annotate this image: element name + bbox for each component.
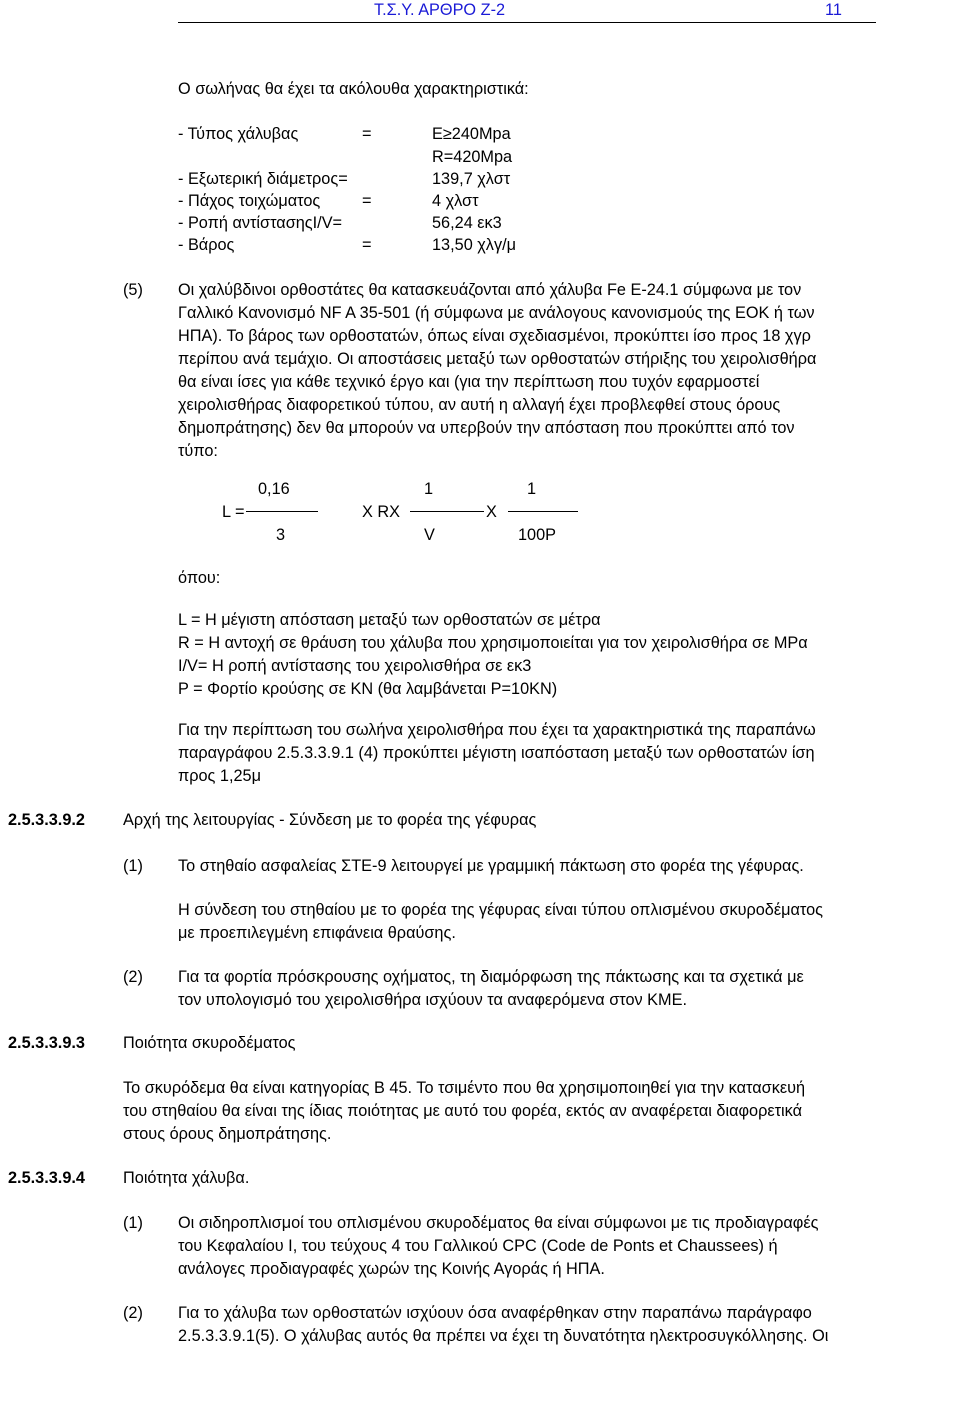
formula-lhs: L = [222,503,245,521]
spec-value: 4 χλστ [432,192,479,210]
result-line: Για την περίπτωση του σωλήνα χειρολισθήρα που έχει τα χαρακτηριστικά της παραπάνω [178,721,816,739]
section-title: Αρχή της λειτουργίας - Σύνδεση με το φορέα της γέφυρας [123,811,537,829]
sec4-item1-line: ανάλογες προδιαγραφές χωρών της Κοινής Αγοράς ή ΗΠΑ. [178,1260,605,1278]
sec2-item1b-line: με προεπιλεγμένη επιφάνεια θραύσης. [178,924,456,942]
result-line: προς 1,25μ [178,767,261,785]
header-rule [178,22,876,23]
spec-label: - Ροπή αντίστασηςI/V= [178,214,343,232]
sec2-item2-marker: (2) [123,968,143,986]
sec3-body-line: Το σκυρόδεμα θα είναι κατηγορίας Β 45. Το τσιμέντο που θα χρησιμοποιηθεί για την κατασκευή [123,1079,806,1097]
sec3-body-line: του στηθαίου θα είναι της ίδιας ποιότητας με αυτό του φορέα, εκτός αν αναφέρεται διαφορετικά [123,1102,803,1120]
spec-label: - Πάχος τοιχώματος [178,192,321,210]
formula-denominator: V [424,526,435,544]
fraction-bar [508,511,578,512]
section-title: Ποιότητα χάλυβα. [123,1169,250,1187]
sec4-item1-line: Οι σιδηροπλισμοί του οπλισμένου σκυροδέματος θα είναι σύμφωνοι με τις προδιαγραφές [178,1214,819,1232]
item5-line: θα είναι ίσες για κάθε τεχνικό έργο και (για την περίπτωση που τυχόν εφαρμοστεί [178,373,760,391]
formula-denominator: 100P [518,526,557,544]
sec2-item1-marker: (1) [123,857,143,875]
definition-item: I/V= Η ροπή αντίστασης του χειρολισθήρα σε εκ3 [178,657,532,675]
definition-item: R = Η αντοχή σε θράυση του χάλυβα που χρησιμοποιείται για τον χειρολισθήρα σε MPα [178,634,808,652]
spec-label: - Βάρος [178,236,235,254]
spec-value: 139,7 χλστ [432,170,511,188]
sec2-item1b-line: Η σύνδεση του στηθαίου με το φορέα της γέφυρας είναι τύπου οπλισμένου σκυροδέματος [178,901,824,919]
section-number: 2.5.3.3.9.2 [8,811,85,829]
section-number: 2.5.3.3.9.4 [8,1169,85,1187]
sec4-item2-marker: (2) [123,1304,143,1322]
intro-text: Ο σωλήνας θα έχει τα ακόλουθα χαρακτηριστικά: [178,80,529,98]
spec-label: - Τύπος χάλυβας [178,125,299,143]
sec4-item2-line: 2.5.3.3.9.1(5). Ο χάλυβας αυτός θα πρέπει να έχει τη δυνατότητα ηλεκτροσυγκόλλησης. Οι [178,1327,829,1345]
spec-value: E≥240Mpa [432,125,511,143]
item5-line: Οι χαλύβδινοι ορθοστάτες θα κατασκευάζονται από χάλυβα Fe E-24.1 σύμφωνα με τον [178,281,802,299]
formula-numerator: 1 [424,480,434,498]
item5-line: τύπο: [178,442,218,460]
definition-item: P = Φορτίο κρούσης σε KN (θα λαμβάνεται P=10KN) [178,680,558,698]
sec2-item2-line: Για τα φορτία πρόσκρουσης οχήματος, τη διαμόρφωση της πάκτωσης και τα σχετικά με [178,968,804,986]
header-title: Τ.Σ.Υ. ΑΡΘΡΟ Ζ-2 [374,1,506,19]
spec-eq: = [362,125,372,143]
formula-numerator: 0,16 [258,480,290,498]
section-number: 2.5.3.3.9.3 [8,1034,85,1052]
sec4-item1-marker: (1) [123,1214,143,1232]
sec2-item2-line: τον υπολογισμό του χειρολισθήρα ισχύουν τα αναφερόμενα στον ΚΜΕ. [178,991,687,1009]
sec4-item1-line: του Κεφαλαίου Ι, του τεύχους 4 του Γαλλικού CPC (Code de Ponts et Chaussees) ή [178,1237,778,1255]
formula-operator: X [486,503,497,521]
spec-value: 13,50 χλγ/μ [432,236,516,254]
section-title: Ποιότητα σκυροδέματος [123,1034,296,1052]
item5-line: Γαλλικό Κανονισμό NF A 35-501 (ή σύμφωνα με ανάλογους κανονισμούς της ΕΟΚ ή των [178,304,815,322]
page-number: 11 [825,1,842,19]
formula-operator: X RX [362,503,401,521]
item5-line: δημοπράτησης) δεν θα μπορούν να υπερβούν την απόσταση που προκύπτει από τον [178,419,795,437]
spec-value: R=420Mpa [432,148,513,166]
sec3-body-line: στους όρους δημοπράτησης. [123,1125,332,1143]
spec-eq: = [362,236,372,254]
sec2-item1-text: Το στηθαίο ασφαλείας ΣΤΕ-9 λειτουργεί με γραμμική πάκτωση στο φορέα της γέφυρας. [178,857,804,875]
item5-line: χειρολισθήρας διαφορετικού τύπου, αν αυτή η αλλαγή έχει προβλεφθεί στους όρους [178,396,781,414]
sec4-item2-line: Για το χάλυβα των ορθοστατών ισχύουν όσα αναφέρθηκαν στην παραπάνω παράγραφο [178,1304,812,1322]
formula-denominator: 3 [276,526,286,544]
spec-value: 56,24 εκ3 [432,214,502,232]
fraction-bar [410,511,484,512]
spec-eq: = [362,192,372,210]
spec-label: - Εξωτερική διάμετρος= [178,170,348,188]
formula-numerator: 1 [527,480,537,498]
item5-line: περίπου ανά τεμάχιο. Οι αποστάσεις μεταξύ των ορθοστατών στήριξης του χειρολισθήρα [178,350,817,368]
fraction-bar [246,511,318,512]
result-line: παραγράφου 2.5.3.3.9.1 (4) προκύπτει μέγιστη ισαπόσταση μεταξύ των ορθοστατών ίση [178,744,815,762]
item5-line: ΗΠΑ). Το βάρος των ορθοστατών, όπως είναι σχεδιασμένοι, προκύπτει ίσο προς 18 χγρ [178,327,811,345]
item5-marker: (5) [123,281,143,299]
where-label: όπου: [178,569,221,587]
definition-item: L = Η μέγιστη απόσταση μεταξύ των ορθοστατών σε μέτρα [178,611,601,629]
